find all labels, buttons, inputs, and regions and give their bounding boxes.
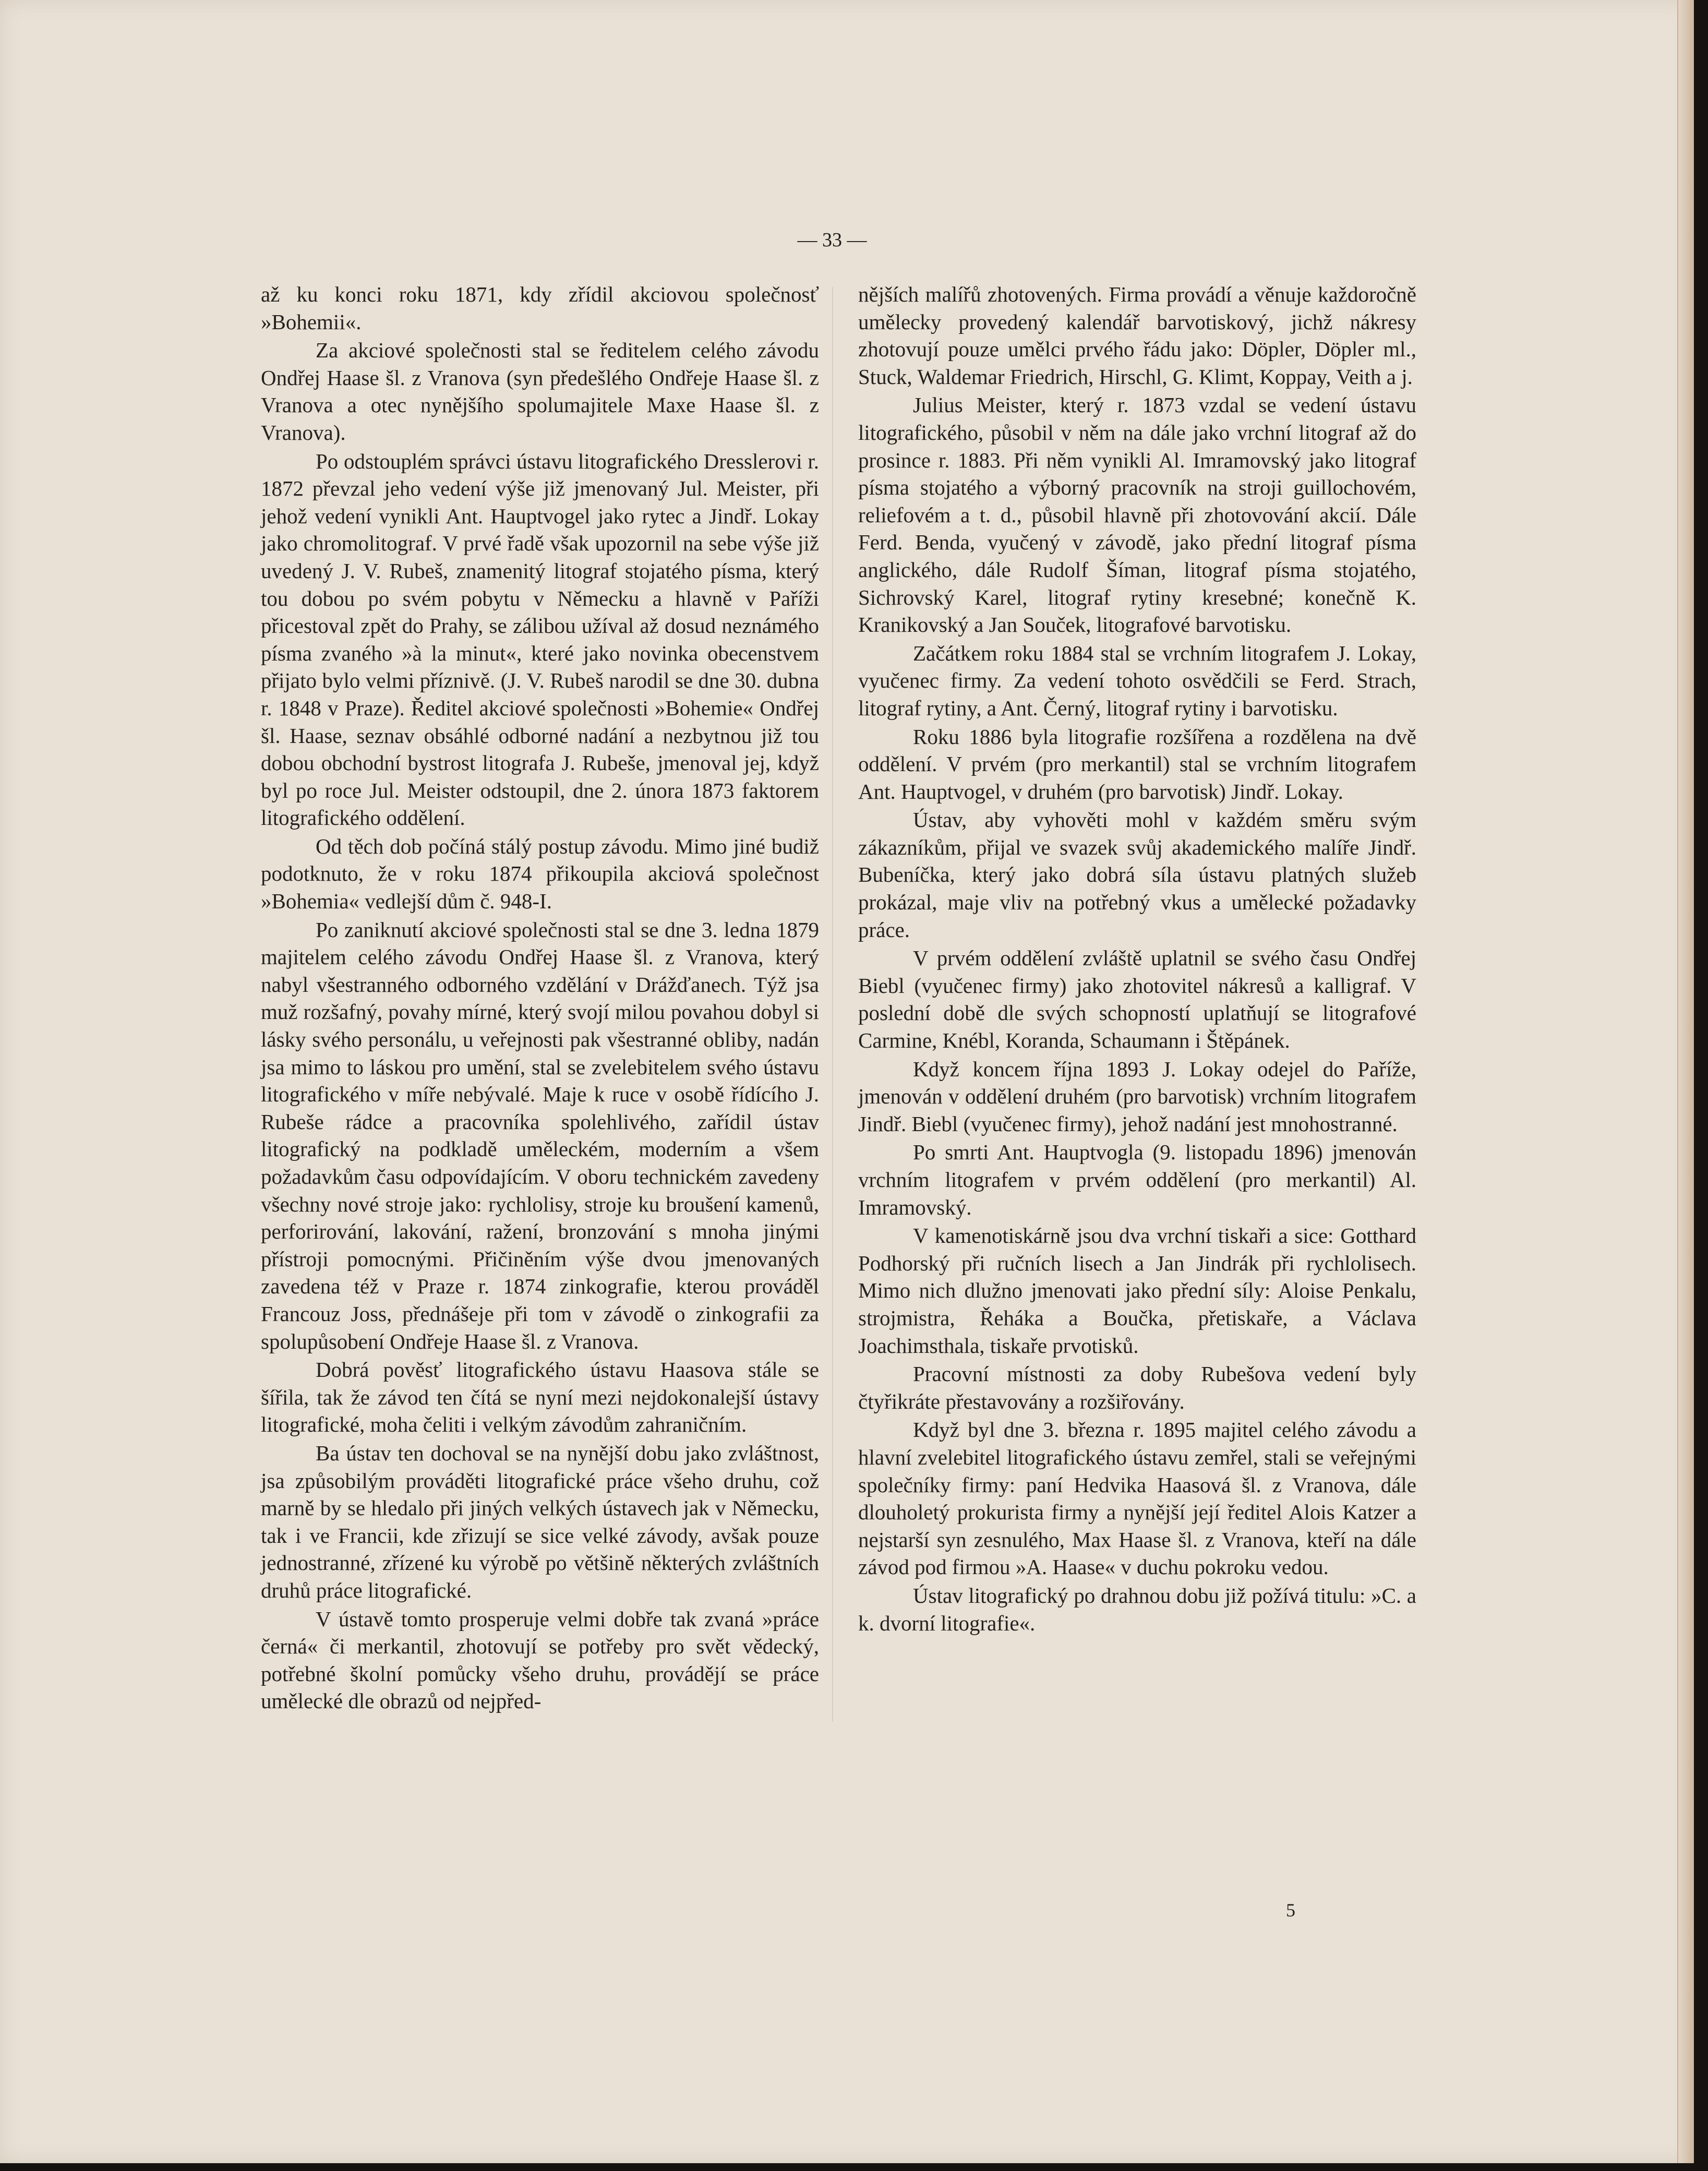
paragraph: Julius Meister, který r. 1873 vzdal se vedení ústavu litografického, působil v něm na dále jako vrchní litograf až do prosince r. 1883. Při něm vynikli Al. Imramovský jako litograf písma stojatého a výborný pracovník na stroji guillochovém, reliefovém a t. d., působil hlavně při zhotovování akcií. Dále Ferd. Benda, vyučený v závodě, jako přední litograf písma anglického, dále Rudolf Šíman, litograf písma stojatého, Sichrovský Karel, litograf rytiny kresebné; konečně K. Kranikovský a Jan Souček, litografové barvotisku.: [858, 393, 1416, 637]
paragraph: Ba ústav ten dochoval se na nynější dobu jako zvláštnost, jsa způsobilým prováděti litografické práce všeho druhu, což marně by se hledalo při jiných velkých ústavech jak v Německu, tak i ve Francii, kde zřizují se sice velké závody, avšak pouze jednostranné, zřízené ku výrobě po většině některých zvláštních druhů práce litografické.: [261, 1441, 819, 1602]
column-divider: [832, 287, 833, 1722]
paragraph: nějších malířů zhotovených. Firma provádí a věnuje každoročně umělecky provedený kalendář barvotiskový, jichž nákresy zhotovují pouze umělci prvého řádu jako: Döpler, Döpler ml., Stuck, Waldemar Friedrich, Hirschl, G. Klimt, Koppay, Veith a j.: [858, 282, 1416, 389]
paragraph: V kamenotiskárně jsou dva vrchní tiskaři a sice: Gotthard Podhorský při ručních lisech a Jan Jindrák při rychlolisech. Mimo nich dlužno jmenovati jako přední síly: Aloise Penkalu, strojmistra, Řeháka a Boučka, přetiskaře, a Václava Joachimsthala, tiskaře prvotisků.: [858, 1224, 1416, 1358]
paragraph: Po odstouplém správci ústavu litografického Dresslerovi r. 1872 převzal jeho vedení výše již jmenovaný Jul. Meister, při jehož vedení vynikli Ant. Hauptvogel jako rytec a Jindř. Lokay jako chromolitograf. V prvé řadě však upozornil na sebe výše již uvedený J. V. Rubeš, znamenitý litograf stojatého písma, který tou dobou po svém pobytu v Německu a hlavně v Paříži přicestoval zpět do Prahy, se zálibou užíval až dosud neznámého písma zvaného »à la minut«, které jako novinka obecenstvem přijato bylo velmi příznivě. (J. V. Rubeš narodil se dne 30. dubna r. 1848 v Praze). Ředitel akciové společnosti »Bohemie« Ondřej šl. Haase, seznav obsáhlé odborné nadání a nezbytnou již tou dobou obchodní bystrost litografa J. Rubeše, jmenoval jej, když byl po roce Jul. Meister odstoupil, dne 2. února 1873 faktorem litografického oddělení.: [261, 449, 819, 830]
paragraph: V prvém oddělení zvláště uplatnil se svého času Ondřej Biebl (vyučenec firmy) jako zhotovitel nákresů a kalligraf. V poslední době dle svých schopností uplatňují se litografové Carmine, Knébl, Koranda, Schaumann i Štěpánek.: [858, 946, 1416, 1053]
page-edge: [1677, 0, 1694, 2163]
paragraph: Začátkem roku 1884 stal se vrchním litografem J. Lokay, vyučenec firmy. Za vedení tohoto osvědčili se Ferd. Strach, litograf rytiny, a Ant. Černý, litograf rytiny i barvotisku.: [858, 641, 1416, 720]
paragraph: Dobrá pověsť litografického ústavu Haasova stále se šířila, tak že závod ten čítá se nyní mezi nejdokonalejší ústavy litografické, moha čeliti i velkým závodům zahraničním.: [261, 1358, 819, 1437]
paragraph: Když koncem října 1893 J. Lokay odejel do Paříže, jmenován v oddělení druhém (pro barvotisk) vrchním litografem Jindř. Biebl (vyučenec firmy), jehož nadání jest mnohostranné.: [858, 1057, 1416, 1136]
paragraph: Roku 1886 byla litografie rozšířena a rozdělena na dvě oddělení. V prvém (pro merkantil) stal se vrchním litografem Ant. Hauptvogel, v druhém (pro barvotisk) Jindř. Lokay.: [858, 724, 1416, 803]
paragraph: Po zaniknutí akciové společnosti stal se dne 3. ledna 1879 majitelem celého závodu Ondřej Haase šl. z Vranova, který nabyl všestranného odborného vzdělání v Drážďanech. Týž jsa muž rozšafný, povahy mírné, který svojí milou povahou dobyl si lásky svého personálu, u veřejnosti pak všestranné obliby, nadán jsa mimo to láskou pro umění, stal se zvelebitelem svého ústavu litografického v míře nebývalé. Maje k ruce v osobě řídícího J. Rubeše rádce a pracovníka spolehlivého, zařídil ústav litografický na podkladě uměleckém, moderním a všem požadavkům času odpovídajícím. V oboru technickém zavedeny všechny nové stroje jako: rychlolisy, stroje ku broušení kamenů, perforirování, lakování, ražení, bronzování s mnoha jinými přístroji pomocnými. Přičiněním výše dvou jmenovaných zavedena též v Praze r. 1874 zinkografie, kterou prováděl Francouz Joss, přednášeje při tom v závodě o zinkografii za spolupůsobení Ondřeje Haase šl. z Vranova.: [261, 917, 819, 1353]
paragraph: Ústav, aby vyhověti mohl v každém směru svým zákazníkům, přijal ve svazek svůj akademického malíře Jindř. Bubeníčka, který jako dobrá síla ústavu platných služeb prokázal, maje vliv na potřebný vkus a umělecké požadavky práce.: [858, 808, 1416, 942]
signature-mark: 5: [1286, 1900, 1295, 1921]
paragraph: Za akciové společnosti stal se ředitelem celého závodu Ondřej Haase šl. z Vranova (syn předešlého Ondřeje Haase šl. z Vranova a otec nynějšího spolumajitele Maxe Haase šl. z Vranova).: [261, 338, 819, 445]
paragraph: Pracovní místnosti za doby Rubešova vedení byly čtyřikráte přestavovány a rozšiřovány.: [858, 1362, 1416, 1413]
paragraph: V ústavě tomto prosperuje velmi dobře tak zvaná »práce černá« či merkantil, zhotovují se potřeby pro svět vědecký, potřebné školní pomůcky všeho druhu, provádějí se práce umělecké dle obrazů od nejpřed-: [261, 1606, 819, 1713]
right-column: [858, 281, 1416, 1638]
paragraph: Když byl dne 3. března r. 1895 majitel celého závodu a hlavní zvelebitel litografického ústavu zemřel, stali se veřejnými společníky firmy: paní Hedvika Haasová šl. z Vranova, dále dlouholetý prokurista firmy a nynější její ředitel Alois Katzer a nejstarší syn zesnulého, Max Haase šl. z Vranova, kteří na dále závod pod firmou »A. Haase« v duchu pokroku vedou.: [858, 1418, 1416, 1579]
paragraph: Po smrti Ant. Hauptvogla (9. listopadu 1896) jmenován vrchním litografem v prvém oddělení (pro merkantil) Al. Imramovský.: [858, 1140, 1416, 1219]
paragraph: až ku konci roku 1871, kdy zřídil akciovou společnosť »Bohemii«.: [261, 282, 819, 334]
paragraph: Od těch dob počíná stálý postup závodu. Mimo jiné budiž podotknuto, že v roku 1874 přikoupila akciová společnost »Bohemia« vedlejší dům č. 948-I.: [261, 834, 819, 914]
left-column: [261, 281, 819, 1716]
paragraph: Ústav litografický po drahnou dobu již požívá titulu: »C. a k. dvorní litografie«.: [858, 1583, 1416, 1635]
page-number: — 33 —: [797, 229, 867, 251]
